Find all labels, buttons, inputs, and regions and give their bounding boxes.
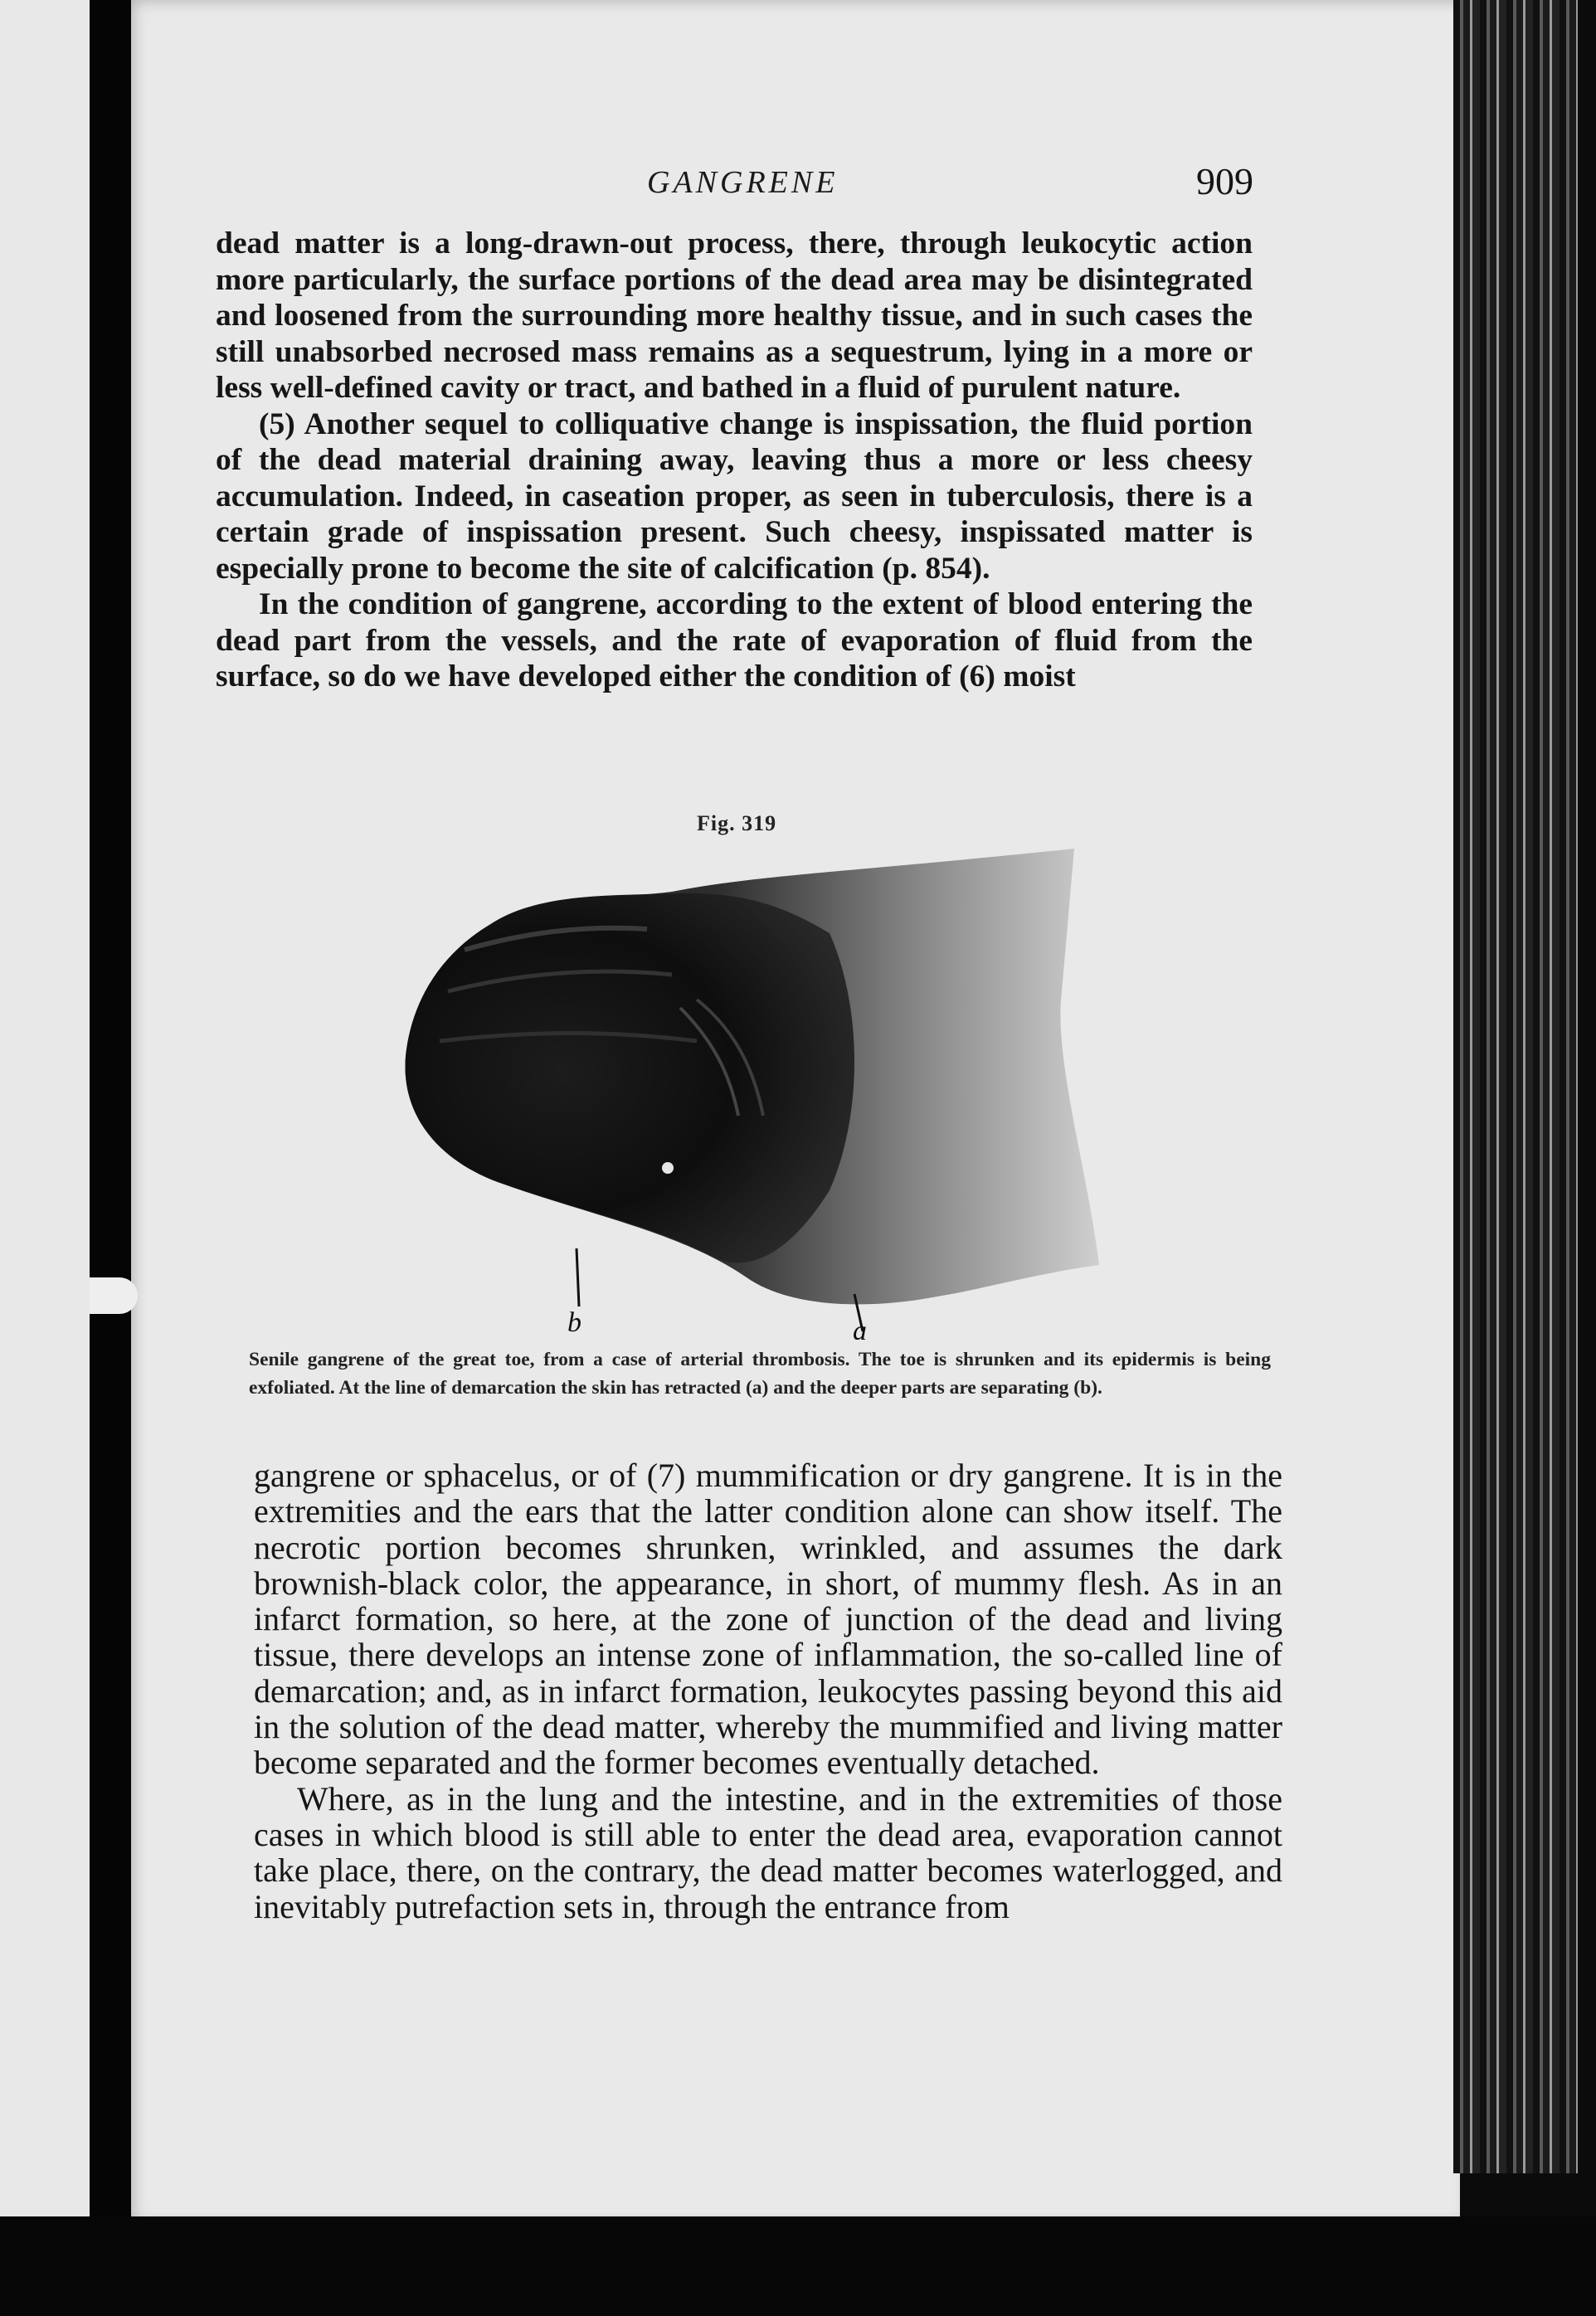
gangrene-toe-illustration (398, 842, 1112, 1340)
facing-page-edge (0, 0, 93, 2216)
paragraph: gangrene or sphacelus, or of (7) mummification or dry gangrene. It is in the extremities and the ears that the latter condition alone can show itself. The necrotic portion becomes shrunken, wrinkled, and assumes the dark brownish-black color, the appearance, in short, of mummy flesh. As in an infarct formation, so here, at the zone of junction of the dead and living tissue, there develops an intense zone of inflammation, the so-called line of demarcation; and, as in infarct formation, leukocytes passing beyond this aid in the solution of the dead matter, whereby the mummified and living matter become separated and the former becomes eventually detached. (254, 1457, 1282, 1782)
body-text-bottom (254, 1457, 1282, 1924)
specimen-highlight (662, 1162, 674, 1174)
gangrene-toe-figure (398, 842, 1112, 1340)
book-spine-edges (1453, 0, 1578, 2173)
paragraph: (5) Another sequel to colliquative change is inspissation, the fluid portion of the dead material draining away, leaving thus a more or less cheesy accumulation. Indeed, in caseation proper, as seen in tuberculosis, there is a certain grade of inspissation present. Such cheesy, inspissated matter is especially prone to become the site of calcification (p. 854). (216, 406, 1253, 586)
running-head: GANGRENE (647, 165, 839, 200)
marker-a: a (853, 1316, 867, 1340)
scan-background (0, 2216, 1596, 2316)
figure-label: Fig. 319 (697, 811, 777, 835)
page-number: 909 (1196, 160, 1253, 202)
body-text-top (216, 226, 1253, 695)
book-gutter (90, 0, 131, 2223)
marker-line-b (577, 1248, 579, 1306)
paragraph: dead matter is a long-drawn-out process, there, through leukocytic action more particularly, the surface portions of the dead area may be disintegrated and loosened from the surrounding more healthy tissue, and in such cases the still unabsorbed necrosed mass remains as a sequestrum, lying in a more or less well-defined cavity or tract, and bathed in a fluid of purulent nature. (216, 226, 1253, 405)
paragraph: In the condition of gangrene, according to the extent of blood entering the dead part from the vessels, and the rate of evaporation of fluid from the surface, so do we have developed either the condition of (6) moist (216, 587, 1253, 693)
paragraph: Where, as in the lung and the intestine, and in the extremities of those cases in which blood is still able to enter the dead area, evaporation cannot take place, there, on the contrary, the dead matter becomes waterlogged, and inevitably putrefaction sets in, through the entrance from (254, 1779, 1282, 1925)
page-tab-notch (90, 1277, 138, 1314)
figure-caption: Senile gangrene of the great toe, from a case of arterial thrombosis. The toe is shrunken and its epidermis is being exfoliated. At the line of demarcation the skin has retracted (a) and the deeper parts are separating (b). (249, 1349, 1271, 1399)
marker-b: b (567, 1307, 581, 1338)
